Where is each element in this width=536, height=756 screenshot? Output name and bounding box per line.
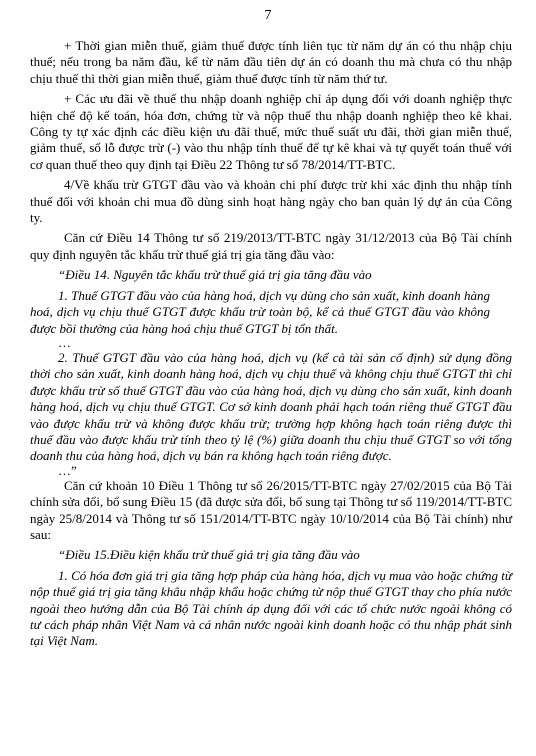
paragraph-legal-basis-article-15: Căn cứ khoản 10 Điều 1 Thông tư số 26/2015/TT-BTC ngày 27/02/2015 của Bộ Tài chính sửa đổi, bổ sung Điều 15 (đã được sửa đổi, bổ sung tại Thông tư số 119/2014/TT-BTC ngày 25/8/2014 và Thông tư số 151/2014/TT-BTC ngày 10/10/2014 của Bộ Tài chính) như sau: bbox=[30, 477, 512, 542]
quote-article-14-clause-2: 2. Thuế GTGT đầu vào của hàng hoá, dịch vụ (kể cả tài sản cố định) sử dụng đồng thời cho sản xuất, kinh doanh hàng hoá, dịch vụ chịu thuế và không chịu thuế GTGT thì chỉ được khấu trừ số thuế GTGT đầu vào của hàng hoá, dịch vụ dùng cho sản xuất, kinh doanh hàng hoá, dịch vụ chịu thuế GTGT. Cơ sở kinh doanh phải hạch toán riêng thuế GTGT đầu vào được khấu trừ và không được khấu trừ; trường hợp không hạch toán riêng được thì thuế đầu vào được khấu trừ tính theo tỷ lệ (%) giữa doanh thu chịu thuế GTGT so với tổng doanh thu của hàng hoá, dịch vụ bán ra không hạch toán riêng được. bbox=[30, 349, 512, 464]
quote-article-14-clause-1: 1. Thuế GTGT đầu vào của hàng hoá, dịch vụ dùng cho sản xuất, kinh doanh hàng hoá, dịch vụ chịu thuế GTGT được khấu trừ toàn bộ, kể cả thuế GTGT đầu vào không được bồi thường của hàng hoá chịu thuế GTGT bị tổn thất. bbox=[30, 287, 490, 336]
page-number: 7 bbox=[264, 8, 272, 23]
paragraph-tax-exemption-period: + Thời gian miễn thuế, giảm thuế được tính liên tục từ năm dự án có thu nhập chịu thuế; nếu trong ba năm đầu, kể từ năm đầu tiên dự án có doanh thu mà chưa có thu nhập chịu thuế thì thời gian miễn thuế, giảm thuế được tính từ năm thứ tư. bbox=[30, 38, 512, 86]
quote-article-15-title: “Điều 15.Điều kiện khấu trừ thuế giá trị gia tăng đầu vào bbox=[58, 547, 360, 563]
quote-article-14-title: “Điều 14. Nguyên tắc khấu trừ thuế giá trị gia tăng đầu vào bbox=[58, 267, 372, 283]
paragraph-vat-deduction-topic: 4/Về khấu trừ GTGT đầu vào và khoản chi phí được trừ khi xác định thu nhập tính thuế đối với khoản chi mua đồ dùng sinh hoạt hàng ngày cho ban quản lý dự án của Công ty. bbox=[30, 177, 512, 226]
ellipsis-1: … bbox=[58, 334, 71, 350]
document-body bbox=[30, 38, 512, 654]
quote-article-15-clause-1: 1. Có hóa đơn giá trị gia tăng hợp pháp của hàng hóa, dịch vụ mua vào hoặc chứng từ nộp thuế giá trị gia tăng khâu nhập khẩu hoặc chứng từ nộp thuế GTGT thay cho phía nước ngoài theo hướng dẫn của Bộ Tài chính áp dụng đối với các tổ chức nước ngoài không có tư cách pháp nhân Việt Nam và cá nhân nước ngoài kinh doanh hoặc có thu nhập phát sinh tại Việt Nam. bbox=[30, 567, 512, 649]
ellipsis-2: …” bbox=[58, 462, 77, 478]
paragraph-tax-incentive-conditions: + Các ưu đãi về thuế thu nhập doanh nghiệp chỉ áp dụng đối với doanh nghiệp thực hiện chế độ kế toán, hóa đơn, chứng từ và nộp thuế thu nhập doanh nghiệp theo kê khai. Công ty tự xác định các điều kiện ưu đãi thuế, mức thuế suất ưu đãi, thời gian miễn thuế, giảm thuế, số lỗ được trừ (-) vào thu nhập tính thuế để tự kê khai và tự quyết toán thuế với cơ quan thuế theo quy định tại Điều 22 Thông tư số 78/2014/TT-BTC. bbox=[30, 91, 512, 172]
paragraph-legal-basis-article-14: Căn cứ Điều 14 Thông tư số 219/2013/TT-BTC ngày 31/12/2013 của Bộ Tài chính quy định nguyên tắc khấu trừ thuế giá trị gia tăng đầu vào: bbox=[30, 230, 512, 262]
